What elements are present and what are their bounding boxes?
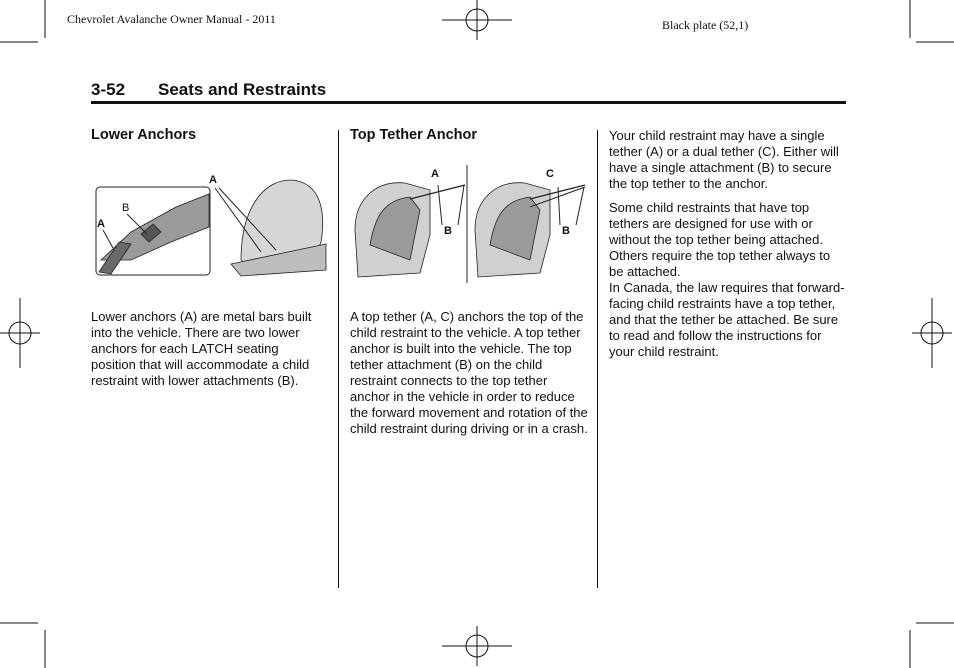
plate-label: Black plate (52,1) [662,18,749,32]
lower-anchors-paragraph: Lower anchors (A) are metal bars built into the vehicle. There are two lower anchors for each LATCH seating position that will accommodate a child restraint with lower attachments (B). [91,309,312,388]
lower-anchors-heading: Lower Anchors [91,127,197,143]
figure-label-b-right: B [562,225,570,237]
figure-label-b: B [122,202,130,214]
column-divider-1 [338,130,339,588]
tether-details-paragraph-1: Your child restraint may have a single tether (A) or a dual tether (C). Either will have a single attachment (B) to secure the top tether to the anchor. [609,128,839,191]
figure-label-a-left: A [97,218,105,230]
lower-anchors-text [91,309,323,397]
top-tether-text [350,309,590,445]
top-tether-figure [350,165,590,285]
lower-anchors-figure [91,172,331,282]
tether-details-text [609,128,847,368]
manual-title: Chevrolet Avalanche Owner Manual - 2011 [67,12,276,26]
top-tether-illustration [350,165,590,285]
section-title: Seats and Restraints [158,80,327,99]
figure-label-c: C [546,168,554,180]
section-number: 3-52 [91,80,126,99]
figure-label-b-left: B [444,225,452,237]
figure-label-a-top: A [209,174,217,186]
figure-label-a: A [431,168,439,180]
lower-anchors-illustration [91,172,331,282]
top-tether-heading: Top Tether Anchor [350,127,478,143]
tether-details-paragraph-3: In Canada, the law requires that forward-facing child restraints have a top tether, and that the tether be attached. Be sure to read and follow the instructions for your child restraint. [609,280,845,359]
section-rule [91,101,846,104]
column-divider-2 [597,130,598,588]
tether-details-paragraph-2: Some child restraints that have top tethers are designed for use with or without the top tether being attached. Others require the top tether always to be attached. [609,200,831,279]
top-tether-paragraph: A top tether (A, C) anchors the top of the child restraint to the vehicle. A top tether anchor is built into the vehicle. The top tether attachment (B) on the child restraint connects to the top tether anchor in the vehicle in order to reduce the forward movement and rotation of the child restraint during driving or in a crash. [350,309,588,436]
